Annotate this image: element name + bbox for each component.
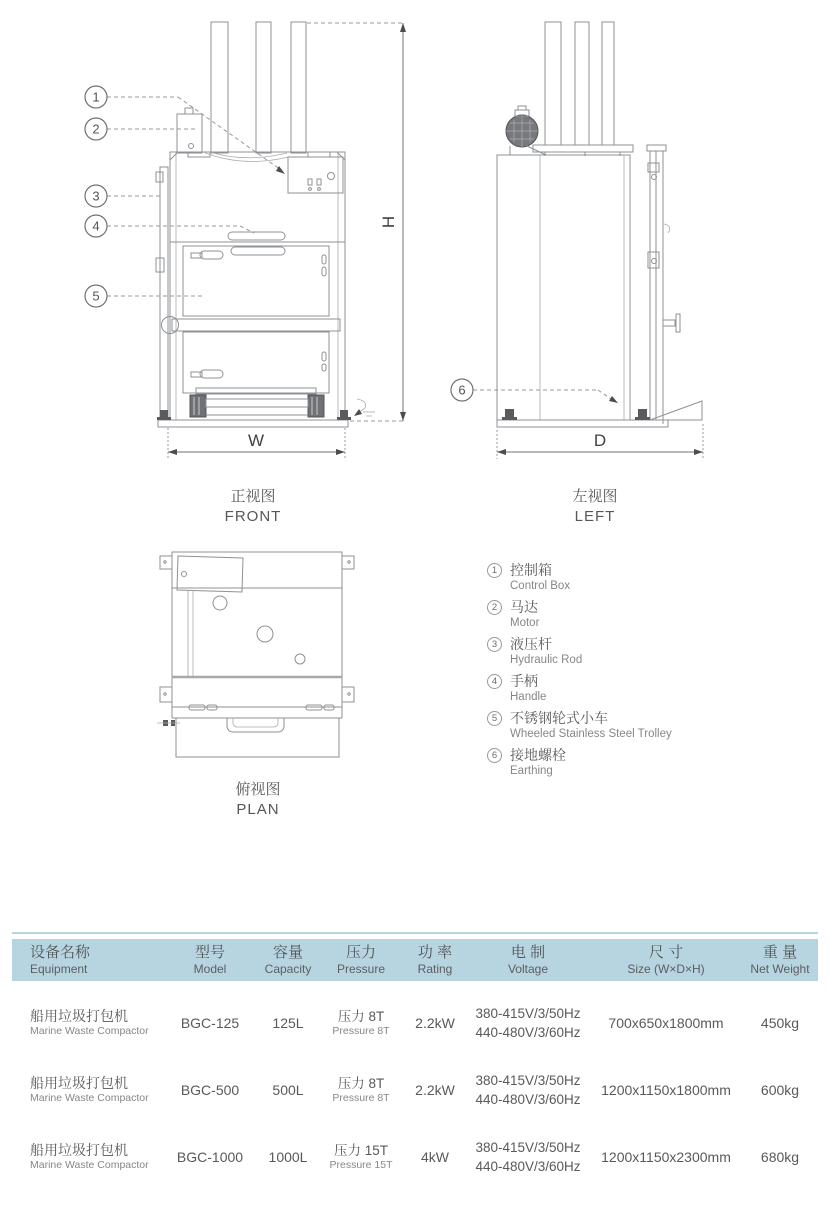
legend-number-badge: 1	[487, 563, 502, 578]
col-header-en: Rating	[417, 962, 453, 976]
legend-label-en: Hydraulic Rod	[510, 654, 583, 666]
legend-item-control-box	[487, 561, 747, 593]
cell-size: 1200x1150x1800mm	[601, 1081, 731, 1098]
legend-label-en: Handle	[510, 691, 547, 703]
col-header-zh: 电 制	[510, 944, 546, 961]
dimension-label-w: W	[247, 431, 265, 450]
pressure-zh: 压力 15T	[333, 1142, 388, 1158]
voltage-50hz: 380-415V/3/50Hz	[475, 1005, 581, 1021]
legend-label-zh: 不锈钢轮式小车	[510, 710, 608, 726]
legend-label-en: Motor	[510, 617, 540, 629]
legend-number-badge: 6	[487, 748, 502, 763]
col-header-pressure	[318, 944, 404, 976]
table-row-bgc-1000	[12, 1123, 818, 1190]
cell-weight: 680kg	[760, 1148, 800, 1165]
col-header-weight	[742, 944, 818, 976]
legend-number-badge: 4	[487, 674, 502, 689]
table-row-bgc-125	[12, 989, 818, 1056]
pressure-en: Pressure 8T	[332, 1024, 390, 1037]
equipment-name-en: Marine Waste Compactor	[30, 1159, 149, 1171]
cell-pressure	[318, 1142, 404, 1172]
col-header-voltage	[466, 944, 590, 976]
mounting-tabs	[160, 556, 354, 702]
voltage-60hz: 440-480V/3/60Hz	[475, 1024, 581, 1040]
voltage-60hz: 440-480V/3/60Hz	[475, 1158, 581, 1174]
voltage-50hz: 380-415V/3/50Hz	[475, 1072, 581, 1088]
front-view-label-zh: 正视图	[230, 488, 276, 505]
callout-3	[85, 185, 107, 207]
callout-2	[85, 118, 107, 140]
legend-label-en: Wheeled Stainless Steel Trolley	[510, 728, 672, 740]
earthing-symbol-front	[354, 399, 375, 416]
voltage-50hz: 380-415V/3/50Hz	[475, 1139, 581, 1155]
cell-voltage	[466, 1138, 590, 1176]
col-header-capacity	[258, 944, 318, 976]
cell-rating: 2.2kW	[415, 1014, 455, 1031]
machine-body-front	[170, 152, 345, 420]
cell-equipment	[12, 1007, 162, 1038]
col-header-en: Net Weight	[750, 962, 810, 976]
dimension-d	[497, 424, 703, 459]
cell-model: BGC-125	[180, 1014, 240, 1031]
voltage-60hz: 440-480V/3/60Hz	[475, 1091, 581, 1107]
earthing-wedge	[650, 401, 702, 420]
rear-rail-left	[647, 145, 680, 424]
callout-4	[85, 215, 107, 237]
pressure-en: Pressure 15T	[329, 1158, 393, 1171]
handle-slots	[228, 232, 285, 255]
col-header-size	[590, 944, 742, 976]
legend-item-trolley	[487, 709, 747, 741]
col-header-zh: 压力	[345, 944, 376, 961]
base-left	[497, 409, 668, 427]
col-header-en: Pressure	[336, 962, 386, 976]
equipment-name-zh: 船用垃圾打包机	[30, 1008, 128, 1024]
col-header-equipment	[12, 944, 162, 976]
callout-5	[85, 285, 107, 307]
callout-1-number: 1	[92, 89, 100, 105]
col-header-en: Equipment	[30, 962, 88, 976]
equipment-name-zh: 船用垃圾打包机	[30, 1075, 128, 1091]
table-body	[12, 981, 818, 1190]
col-header-en: Capacity	[264, 962, 312, 976]
cell-rating: 2.2kW	[415, 1081, 455, 1098]
left-view-label-en: LEFT	[574, 508, 616, 525]
col-header-rating	[404, 944, 466, 976]
callout-leaders	[107, 97, 618, 403]
legend-item-hydraulic-rod	[487, 635, 747, 667]
equipment-name-zh: 船用垃圾打包机	[30, 1142, 128, 1158]
cell-voltage	[466, 1004, 590, 1042]
col-header-zh: 容量	[272, 944, 303, 961]
pressure-zh: 压力 8T	[337, 1075, 385, 1091]
legend-item-motor	[487, 598, 747, 630]
pressure-en: Pressure 8T	[332, 1091, 390, 1104]
cell-model: BGC-1000	[176, 1148, 244, 1165]
callout-6-number: 6	[458, 382, 466, 398]
legend-label-zh: 接地螺栓	[510, 747, 566, 763]
table-top-rule	[12, 932, 818, 934]
hydraulic-rods-front	[211, 22, 306, 153]
legend-label-en: Control Box	[510, 580, 571, 592]
col-header-zh: 设备名称	[30, 944, 91, 961]
col-header-zh: 重 量	[762, 944, 798, 961]
cell-pressure	[318, 1008, 404, 1038]
motor-left	[506, 106, 546, 155]
legend-label-en: Earthing	[510, 765, 553, 777]
left-view-label	[530, 487, 660, 526]
front-view-drawing	[156, 22, 375, 427]
left-view-label-zh: 左视图	[572, 488, 618, 505]
front-view-label-en: FRONT	[224, 508, 282, 525]
cell-size: 700x650x1800mm	[608, 1014, 724, 1031]
legend-number-badge: 5	[487, 711, 502, 726]
legend-item-earthing	[487, 746, 747, 778]
cell-capacity: 500L	[272, 1081, 304, 1098]
cell-equipment	[12, 1141, 162, 1172]
plan-view-label-zh: 俯视图	[235, 781, 281, 798]
dimension-label-h: H	[379, 215, 398, 229]
trolley-plan	[157, 718, 339, 757]
pressure-zh: 压力 8T	[337, 1008, 385, 1024]
wheeled-trolley	[190, 388, 324, 417]
col-header-zh: 功 率	[417, 944, 453, 961]
front-view-label	[188, 487, 318, 526]
hydraulic-rod-side-rail	[156, 167, 168, 417]
control-box-plan	[177, 556, 243, 592]
callout-1	[85, 86, 107, 108]
legend-number-badge: 3	[487, 637, 502, 652]
dimension-h	[307, 23, 406, 421]
col-header-zh: 尺 寸	[648, 944, 684, 961]
parts-legend	[487, 561, 747, 783]
cell-capacity: 1000L	[268, 1148, 308, 1165]
col-header-zh: 型号	[194, 944, 225, 961]
dimension-w	[168, 428, 345, 459]
spec-table	[12, 932, 818, 1190]
left-view-drawing	[497, 22, 702, 427]
legend-label-zh: 手柄	[510, 673, 538, 689]
equipment-name-en: Marine Waste Compactor	[30, 1025, 149, 1037]
col-header-en: Model	[193, 962, 227, 976]
cell-voltage	[466, 1071, 590, 1109]
legend-number-badge: 2	[487, 600, 502, 615]
cell-equipment	[12, 1074, 162, 1105]
dimension-label-d: D	[593, 431, 607, 450]
plan-view-label-en: PLAN	[236, 801, 280, 818]
callout-4-number: 4	[92, 218, 100, 234]
callout-5-number: 5	[92, 288, 100, 304]
callout-3-number: 3	[92, 188, 100, 204]
plan-view-label	[193, 780, 323, 819]
cell-rating: 4kW	[421, 1148, 449, 1165]
cell-weight: 450kg	[760, 1014, 800, 1031]
cross-bar-handle	[162, 317, 341, 334]
callout-6	[451, 379, 473, 401]
legend-label-zh: 马达	[510, 599, 538, 615]
cell-capacity: 125L	[272, 1014, 304, 1031]
callout-2-number: 2	[92, 121, 100, 137]
cell-model: BGC-500	[180, 1081, 240, 1098]
col-header-en: Voltage	[507, 962, 549, 976]
table-header-row	[12, 939, 818, 981]
plan-view-drawing	[157, 552, 354, 757]
motor-front	[177, 108, 202, 153]
machine-body-left	[497, 155, 630, 420]
cell-pressure	[318, 1075, 404, 1105]
cell-weight: 600kg	[760, 1081, 800, 1098]
equipment-name-en: Marine Waste Compactor	[30, 1092, 149, 1104]
legend-item-handle	[487, 672, 747, 704]
col-header-model	[162, 944, 258, 976]
legend-label-zh: 控制箱	[510, 562, 552, 578]
legend-label-zh: 液压杆	[510, 636, 552, 652]
plan-holes	[213, 596, 305, 664]
table-row-bgc-500	[12, 1056, 818, 1123]
hydraulic-rods-left	[533, 22, 633, 156]
control-box-front	[288, 157, 343, 193]
col-header-en: Size (W×D×H)	[627, 962, 705, 976]
cell-size: 1200x1150x2300mm	[601, 1148, 731, 1165]
